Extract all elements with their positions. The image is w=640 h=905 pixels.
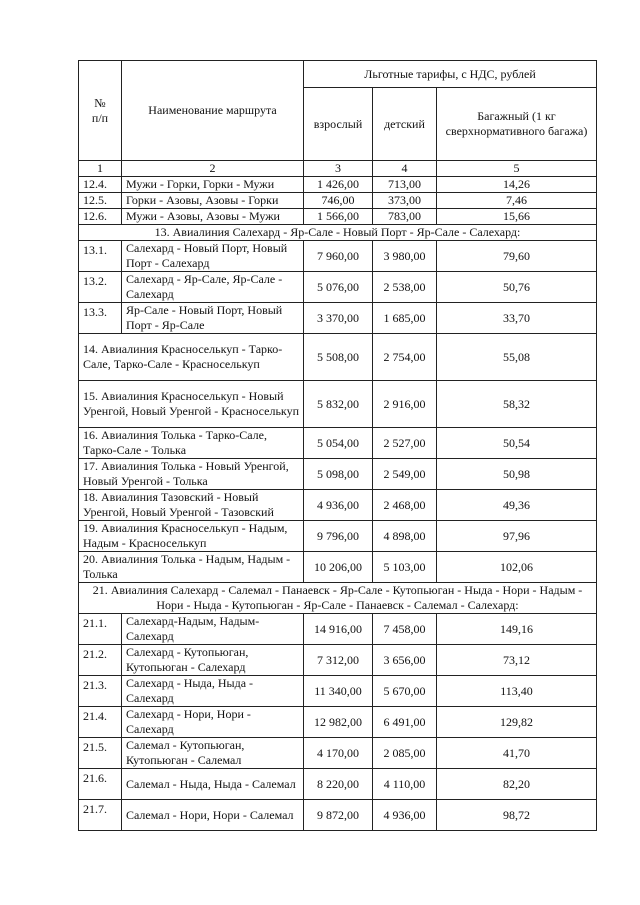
row-baggage: 73,12	[437, 645, 597, 676]
row-route: Салехард-Надым, Надым-Салехард	[122, 614, 304, 645]
row-route: Салехард - Нори, Нори - Салехард	[122, 707, 304, 738]
row-adult: 8 220,00	[304, 769, 373, 800]
row-adult: 5 508,00	[304, 334, 373, 381]
header-child: детский	[373, 88, 437, 161]
row-baggage: 98,72	[437, 800, 597, 831]
row-number: 21.4.	[79, 707, 122, 738]
row-number: 21.7.	[79, 800, 122, 831]
row-child: 5 670,00	[373, 676, 437, 707]
row-adult: 5 076,00	[304, 272, 373, 303]
row-child: 1 685,00	[373, 303, 437, 334]
row-child: 2 916,00	[373, 381, 437, 428]
row-child: 4 898,00	[373, 521, 437, 552]
row-adult: 3 370,00	[304, 303, 373, 334]
row-adult: 9 796,00	[304, 521, 373, 552]
row-baggage: 15,66	[437, 209, 597, 225]
row-child: 2 085,00	[373, 738, 437, 769]
header-number: № п/п	[79, 61, 122, 161]
row-baggage: 129,82	[437, 707, 597, 738]
table-row	[79, 738, 597, 769]
row-baggage: 82,20	[437, 769, 597, 800]
table-row	[79, 645, 597, 676]
row-adult: 5 054,00	[304, 428, 373, 459]
row-adult: 12 982,00	[304, 707, 373, 738]
airline-row	[79, 334, 597, 381]
row-baggage: 50,76	[437, 272, 597, 303]
row-number: 13.3.	[79, 303, 122, 334]
row-baggage: 58,32	[437, 381, 597, 428]
row-route: Мужи - Азовы, Азовы - Мужи	[122, 209, 304, 225]
row-route: Салехард - Новый Порт, Новый Порт - Салехард	[122, 241, 304, 272]
table-row	[79, 193, 597, 209]
row-child: 2 538,00	[373, 272, 437, 303]
row-route: Салехард - Ныда, Ныда - Салехард	[122, 676, 304, 707]
header-route: Наименование маршрута	[122, 61, 304, 161]
row-adult: 746,00	[304, 193, 373, 209]
row-baggage: 97,96	[437, 521, 597, 552]
airline-row	[79, 552, 597, 583]
airline-route: 18. Авиалиния Тазовский - Новый Уренгой, Новый Уренгой - Тазовский	[79, 490, 304, 521]
section-row	[79, 583, 597, 614]
row-child: 2 527,00	[373, 428, 437, 459]
table-row	[79, 707, 597, 738]
row-baggage: 50,54	[437, 428, 597, 459]
index-cell: 2	[122, 161, 304, 177]
header-adult: взрослый	[304, 88, 373, 161]
row-number: 21.5.	[79, 738, 122, 769]
row-adult: 14 916,00	[304, 614, 373, 645]
row-route: Яр-Сале - Новый Порт, Новый Порт - Яр-Сале	[122, 303, 304, 334]
row-number: 13.2.	[79, 272, 122, 303]
airline-row	[79, 521, 597, 552]
row-adult: 4 170,00	[304, 738, 373, 769]
airline-row	[79, 381, 597, 428]
row-child: 373,00	[373, 193, 437, 209]
row-route: Салехард - Кутопьюган, Кутопьюган - Салехард	[122, 645, 304, 676]
row-baggage: 102,06	[437, 552, 597, 583]
row-adult: 11 340,00	[304, 676, 373, 707]
header-row	[79, 61, 597, 88]
airline-route: 17. Авиалиния Толька - Новый Уренгой, Новый Уренгой - Толька	[79, 459, 304, 490]
table-row	[79, 209, 597, 225]
row-route: Салемал - Кутопьюган, Кутопьюган - Салемал	[122, 738, 304, 769]
table-row	[79, 769, 597, 800]
row-child: 713,00	[373, 177, 437, 193]
row-baggage: 149,16	[437, 614, 597, 645]
row-child: 4 936,00	[373, 800, 437, 831]
row-adult: 7 312,00	[304, 645, 373, 676]
row-route: Салемал - Нори, Нори - Салемал	[122, 800, 304, 831]
row-adult: 1 566,00	[304, 209, 373, 225]
row-child: 4 110,00	[373, 769, 437, 800]
row-number: 21.2.	[79, 645, 122, 676]
index-cell: 1	[79, 161, 122, 177]
airline-row	[79, 459, 597, 490]
row-number: 21.1.	[79, 614, 122, 645]
tariffs-table	[78, 60, 597, 831]
row-adult: 5 098,00	[304, 459, 373, 490]
row-route: Горки - Азовы, Азовы - Горки	[122, 193, 304, 209]
row-adult: 7 960,00	[304, 241, 373, 272]
row-child: 3 980,00	[373, 241, 437, 272]
row-route: Салехард - Яр-Сале, Яр-Сале - Салехард	[122, 272, 304, 303]
row-baggage: 49,36	[437, 490, 597, 521]
table-row	[79, 800, 597, 831]
row-baggage: 50,98	[437, 459, 597, 490]
table-row	[79, 177, 597, 193]
airline-route: 15. Авиалиния Красноселькуп - Новый Уренгой, Новый Уренгой - Красноселькуп	[79, 381, 304, 428]
row-route: Мужи - Горки, Горки - Мужи	[122, 177, 304, 193]
row-number: 21.3.	[79, 676, 122, 707]
row-number: 12.6.	[79, 209, 122, 225]
index-cell: 4	[373, 161, 437, 177]
header-tariffs-group: Льготные тарифы, с НДС, рублей	[304, 61, 597, 88]
row-baggage: 55,08	[437, 334, 597, 381]
table-row	[79, 614, 597, 645]
row-child: 783,00	[373, 209, 437, 225]
row-child: 2 468,00	[373, 490, 437, 521]
section-13-title: 13. Авиалиния Салехард - Яр-Сале - Новый Порт - Яр-Сале - Салехард:	[79, 225, 597, 241]
row-route: Салемал - Ныда, Ныда - Салемал	[122, 769, 304, 800]
row-adult: 1 426,00	[304, 177, 373, 193]
row-baggage: 41,70	[437, 738, 597, 769]
section-21-title: 21. Авиалиния Салехард - Салемал - Панаевск - Яр-Сале - Кутопьюган - Ныда - Нори - Надым - Нори - Ныда - Кутопьюган - Яр-Сале - Панаевск - Салемал - Салехард:	[79, 583, 597, 614]
airline-route: 19. Авиалиния Красноселькуп - Надым, Надым - Красноселькуп	[79, 521, 304, 552]
airline-route: 20. Авиалиния Толька - Надым, Надым - Толька	[79, 552, 304, 583]
table-row	[79, 272, 597, 303]
index-cell: 5	[437, 161, 597, 177]
row-child: 7 458,00	[373, 614, 437, 645]
airline-route: 14. Авиалиния Красноселькуп - Тарко-Сале, Тарко-Сале - Красноселькуп	[79, 334, 304, 381]
row-baggage: 33,70	[437, 303, 597, 334]
airline-row	[79, 490, 597, 521]
table-row	[79, 303, 597, 334]
row-child: 2 549,00	[373, 459, 437, 490]
row-child: 6 491,00	[373, 707, 437, 738]
row-child: 3 656,00	[373, 645, 437, 676]
row-child: 2 754,00	[373, 334, 437, 381]
index-cell: 3	[304, 161, 373, 177]
row-number: 12.5.	[79, 193, 122, 209]
row-number: 13.1.	[79, 241, 122, 272]
airline-row	[79, 428, 597, 459]
row-number: 12.4.	[79, 177, 122, 193]
row-adult: 5 832,00	[304, 381, 373, 428]
row-number: 21.6.	[79, 769, 122, 800]
row-baggage: 7,46	[437, 193, 597, 209]
table-row	[79, 241, 597, 272]
row-adult: 10 206,00	[304, 552, 373, 583]
airline-route: 16. Авиалиния Толька - Тарко-Сале, Тарко-Сале - Толька	[79, 428, 304, 459]
row-baggage: 14,26	[437, 177, 597, 193]
index-row	[79, 161, 597, 177]
row-child: 5 103,00	[373, 552, 437, 583]
row-adult: 4 936,00	[304, 490, 373, 521]
table-row	[79, 676, 597, 707]
row-adult: 9 872,00	[304, 800, 373, 831]
row-baggage: 113,40	[437, 676, 597, 707]
header-baggage: Багажный (1 кг сверхнормативного багажа)	[437, 88, 597, 161]
section-row	[79, 225, 597, 241]
row-baggage: 79,60	[437, 241, 597, 272]
